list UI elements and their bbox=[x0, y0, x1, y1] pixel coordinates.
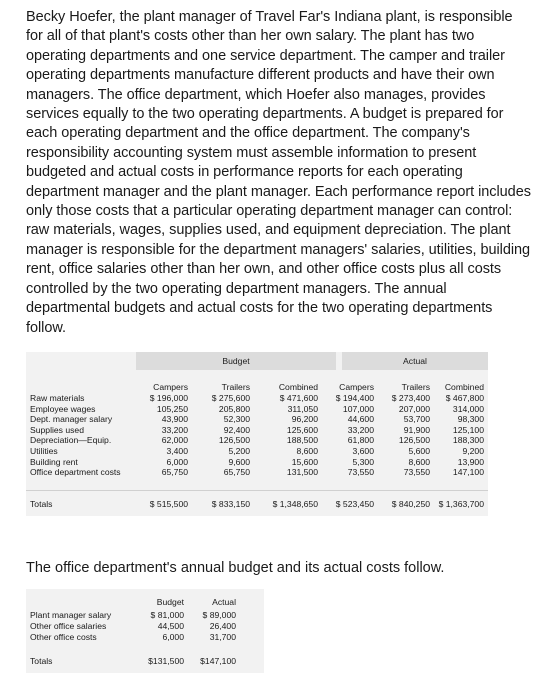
cell-actual-trailers: 53,700 bbox=[403, 414, 430, 425]
cell-budget-combined: 125,600 bbox=[286, 424, 318, 435]
cell-budget-combined: 8,600 bbox=[296, 446, 318, 456]
cell-budget-combined: 15,600 bbox=[291, 456, 318, 467]
cell-actual-campers: 73,550 bbox=[347, 467, 374, 478]
office-cell-actual: 31,700 bbox=[209, 632, 236, 642]
cell-actual-trailers: 73,550 bbox=[403, 467, 430, 478]
row-label: Utilities bbox=[30, 446, 58, 456]
cell-actual-combined: 314,000 bbox=[452, 403, 484, 414]
totals-actual-combined: $ 1,363,700 bbox=[438, 499, 484, 509]
table-row bbox=[26, 467, 488, 478]
col-actual-trailers: Trailers bbox=[401, 382, 430, 392]
cell-actual-campers: 107,000 bbox=[342, 403, 374, 414]
budget-header-band bbox=[136, 352, 336, 370]
cell-budget-combined: $ 471,600 bbox=[279, 393, 318, 403]
office-cell-budget: 44,500 bbox=[157, 621, 184, 631]
cell-actual-campers: $ 194,400 bbox=[335, 393, 374, 403]
cell-budget-trailers: 65,750 bbox=[223, 467, 250, 478]
departments-budget-actual-table bbox=[26, 352, 488, 516]
col-actual-campers: Campers bbox=[339, 382, 374, 392]
cell-actual-trailers: 5,600 bbox=[408, 446, 430, 456]
table-row bbox=[26, 457, 488, 468]
cell-budget-campers: 43,900 bbox=[161, 414, 188, 425]
cell-budget-trailers: 5,200 bbox=[228, 446, 250, 456]
office-totals-actual: $147,100 bbox=[200, 656, 236, 666]
cell-actual-trailers: 126,500 bbox=[398, 435, 430, 446]
office-row bbox=[26, 632, 264, 643]
totals-budget-trailers: $ 833,150 bbox=[211, 499, 250, 509]
cell-actual-combined: 188,300 bbox=[452, 435, 484, 446]
cell-actual-campers: 5,300 bbox=[352, 456, 374, 467]
col-budget-combined: Combined bbox=[278, 382, 318, 392]
office-col-actual: Actual bbox=[212, 597, 236, 607]
cell-budget-combined: 131,500 bbox=[286, 467, 318, 478]
cell-budget-campers: 65,750 bbox=[161, 467, 188, 478]
totals-budget-combined: $ 1,348,650 bbox=[272, 499, 318, 509]
cell-actual-trailers: 91,900 bbox=[403, 424, 430, 435]
totals-row bbox=[26, 499, 488, 510]
cell-budget-campers: $ 196,000 bbox=[149, 393, 188, 403]
cell-budget-combined: 96,200 bbox=[291, 414, 318, 425]
actual-header-band bbox=[342, 352, 488, 370]
office-row bbox=[26, 610, 264, 621]
table-row bbox=[26, 404, 488, 415]
office-cell-budget: $ 81,000 bbox=[150, 610, 184, 620]
office-row-label: Plant manager salary bbox=[30, 610, 112, 620]
cell-budget-campers: 3,400 bbox=[166, 446, 188, 456]
row-label: Employee wages bbox=[30, 403, 96, 414]
cell-actual-combined: 13,900 bbox=[457, 456, 484, 467]
budget-header: Budget bbox=[222, 356, 250, 366]
office-intro: The office department's annual budget and its actual costs follow. bbox=[26, 560, 445, 576]
row-label: Office department costs bbox=[30, 467, 121, 478]
row-label: Supplies used bbox=[30, 424, 84, 435]
col-budget-campers: Campers bbox=[153, 382, 188, 392]
cell-budget-campers: 105,250 bbox=[156, 403, 188, 414]
totals-label: Totals bbox=[30, 499, 53, 509]
table-row bbox=[26, 414, 488, 425]
office-row-label: Other office costs bbox=[30, 632, 97, 642]
cell-actual-campers: 33,200 bbox=[347, 424, 374, 435]
cell-actual-campers: 3,600 bbox=[352, 446, 374, 456]
office-totals-row bbox=[26, 656, 264, 667]
cell-budget-trailers: 205,800 bbox=[218, 403, 250, 414]
office-budget-actual-table bbox=[26, 589, 264, 673]
cell-actual-campers: 44,600 bbox=[347, 414, 374, 425]
cell-budget-trailers: 9,600 bbox=[228, 456, 250, 467]
cell-actual-combined: 9,200 bbox=[462, 446, 484, 456]
cell-actual-combined: 125,100 bbox=[452, 424, 484, 435]
cell-budget-trailers: 92,400 bbox=[223, 424, 250, 435]
totals-actual-campers: $ 523,450 bbox=[335, 499, 374, 509]
cell-budget-trailers: 126,500 bbox=[218, 435, 250, 446]
row-label: Dept. manager salary bbox=[30, 414, 113, 425]
cell-budget-campers: 33,200 bbox=[161, 424, 188, 435]
cell-budget-combined: 311,050 bbox=[287, 403, 318, 414]
intro-paragraph: Becky Hoefer, the plant manager of Travel Far's Indiana plant, is responsible for all of that plant's costs other than her own salary. The plant has two operating departments and one service department. The camper and trailer operating departments manufacture different products and have their own managers. The office department, which Hoefer also manages, provides services equally to the two operating departments. A budget is prepared for each operating department and the office department. The company's responsibility accounting system must assemble information to present budgeted and actual costs in performance reports for each operating department manager and the plant manager. Each performance report includes only those costs that a particular operating department manager can control: raw materials, wages, supplies used, and equipment depreciation. The plant manager is responsible for the department managers' salaries, utilities, building rent, office salaries other than her own, and other office costs plus all costs controlled by the two operating department managers. The annual departmental budgets and actual costs for the two operating departments follow. bbox=[26, 9, 531, 336]
office-row bbox=[26, 621, 264, 632]
row-label: Raw materials bbox=[30, 393, 85, 403]
table-row bbox=[26, 393, 488, 404]
actual-header: Actual bbox=[403, 356, 427, 366]
cell-actual-combined: 147,100 bbox=[452, 467, 484, 478]
row-label: Depreciation—Equip. bbox=[30, 435, 112, 446]
office-cell-actual: 26,400 bbox=[209, 621, 236, 631]
row-label: Building rent bbox=[30, 456, 78, 467]
office-cell-actual: $ 89,000 bbox=[202, 610, 236, 620]
table-row bbox=[26, 446, 488, 457]
cell-actual-trailers: 8,600 bbox=[408, 456, 430, 467]
cell-actual-campers: 61,800 bbox=[347, 435, 374, 446]
cell-actual-trailers: 207,000 bbox=[398, 403, 430, 414]
office-cell-budget: 6,000 bbox=[162, 632, 184, 642]
cell-budget-combined: 188,500 bbox=[286, 435, 318, 446]
table-row bbox=[26, 425, 488, 436]
totals-budget-campers: $ 515,500 bbox=[149, 499, 188, 509]
cell-actual-combined: 98,300 bbox=[457, 414, 484, 425]
office-totals-budget: $131,500 bbox=[148, 656, 184, 666]
cell-budget-campers: 62,000 bbox=[161, 435, 188, 446]
office-col-budget: Budget bbox=[156, 597, 184, 607]
cell-budget-trailers: 52,300 bbox=[223, 414, 250, 425]
col-actual-combined: Combined bbox=[444, 382, 484, 392]
cell-budget-campers: 6,000 bbox=[166, 456, 188, 467]
totals-actual-trailers: $ 840,250 bbox=[391, 499, 430, 509]
table-row bbox=[26, 435, 488, 446]
cell-actual-trailers: $ 273,400 bbox=[391, 393, 430, 403]
cell-actual-combined: $ 467,800 bbox=[445, 393, 484, 403]
totals-divider bbox=[26, 490, 488, 491]
col-budget-trailers: Trailers bbox=[221, 382, 250, 392]
office-row-label: Other office salaries bbox=[30, 621, 107, 631]
office-totals-label: Totals bbox=[30, 656, 53, 666]
cell-budget-trailers: $ 275,600 bbox=[211, 393, 250, 403]
